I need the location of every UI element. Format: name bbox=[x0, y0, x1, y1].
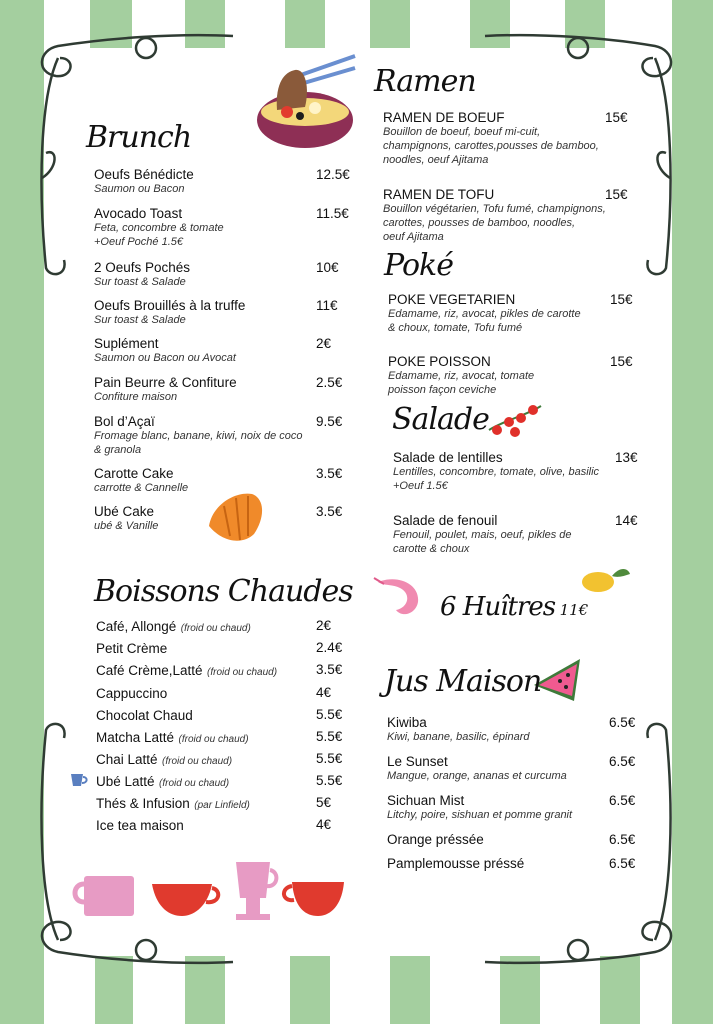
item-desc: Lentilles, concombre, tomate, olive, basilic bbox=[393, 466, 600, 478]
poke-title: Poké bbox=[384, 248, 453, 283]
menu-item bbox=[383, 110, 633, 167]
item-desc: Mangue, orange, ananas et curcuma bbox=[387, 770, 567, 782]
item-name: Matcha Latté bbox=[96, 730, 175, 745]
item-note: (froid ou chaud) bbox=[159, 778, 230, 789]
menu-item bbox=[393, 513, 643, 556]
shrimp-icon bbox=[372, 574, 424, 620]
item-desc: & granola bbox=[94, 444, 142, 456]
item-desc: champignons, carottes,pousses de bamboo, bbox=[383, 140, 599, 152]
item-desc: Sur toast & Salade bbox=[94, 314, 186, 326]
item-name: Pamplemousse préssé bbox=[387, 856, 525, 871]
item-price: 4€ bbox=[316, 685, 332, 700]
item-price: 15€ bbox=[610, 354, 633, 369]
boissons-title: Boissons Chaudes bbox=[94, 574, 353, 609]
item-price: 6.5€ bbox=[609, 856, 636, 871]
drink-item bbox=[96, 795, 336, 813]
item-name: Salade de fenouil bbox=[393, 513, 498, 528]
item-desc: +Oeuf Poché 1.5€ bbox=[94, 236, 183, 248]
item-price: 15€ bbox=[605, 187, 628, 202]
item-price: 5.5€ bbox=[316, 773, 343, 788]
huitres-label: 6 Huîtres bbox=[440, 592, 556, 622]
item-price: 3.5€ bbox=[316, 466, 343, 481]
menu-item bbox=[388, 292, 638, 335]
item-price: 6.5€ bbox=[609, 754, 636, 769]
item-price: 15€ bbox=[605, 110, 628, 125]
item-price: 10€ bbox=[316, 260, 339, 275]
tomatoes-icon bbox=[485, 400, 545, 440]
item-price: 5€ bbox=[316, 795, 332, 810]
item-name: Café, Allongé bbox=[96, 619, 177, 634]
item-name: Suplément bbox=[94, 336, 159, 351]
item-desc: & choux, tomate, Tofu fumé bbox=[388, 322, 523, 334]
item-desc: noodles, oeuf Ajitama bbox=[383, 154, 489, 166]
item-desc: ubé & Vanille bbox=[94, 520, 159, 532]
item-price: 5.5€ bbox=[316, 729, 343, 744]
item-price: 15€ bbox=[610, 292, 633, 307]
item-desc: Kiwi, banane, basilic, épinard bbox=[387, 731, 530, 743]
item-price: 11€ bbox=[316, 298, 338, 313]
item-desc: Edamame, riz, avocat, tomate bbox=[388, 370, 535, 382]
drink-item bbox=[96, 685, 336, 703]
item-price: 6.5€ bbox=[609, 793, 636, 808]
menu-item bbox=[94, 298, 354, 327]
jus-title: Jus Maison bbox=[384, 664, 542, 699]
item-desc: Saumon ou Bacon ou Avocat bbox=[94, 352, 236, 364]
item-price: 11.5€ bbox=[316, 206, 349, 221]
menu-item bbox=[94, 260, 354, 289]
item-desc: carrotte & Cannelle bbox=[94, 482, 189, 494]
menu-item bbox=[94, 504, 354, 533]
item-desc: oeuf Ajitama bbox=[383, 231, 444, 243]
item-name: Le Sunset bbox=[387, 754, 448, 769]
item-name: Ubé Latté bbox=[96, 774, 155, 789]
item-price: 9.5€ bbox=[316, 414, 343, 429]
item-desc: Bouillon végétarien, Tofu fumé, champignons, bbox=[383, 203, 606, 215]
item-desc: Fenouil, poulet, mais, oeuf, pikles de bbox=[393, 529, 572, 541]
item-name: Thés & Infusion bbox=[96, 796, 190, 811]
item-desc: Sur toast & Salade bbox=[94, 276, 186, 288]
menu-item bbox=[94, 336, 354, 365]
item-name: Orange préssée bbox=[387, 832, 484, 847]
item-note: (froid ou chaud) bbox=[180, 623, 251, 634]
item-name: Cappuccino bbox=[96, 686, 168, 701]
huitres-line bbox=[440, 592, 588, 622]
item-note: (froid ou chaud) bbox=[207, 667, 278, 678]
lemon-icon bbox=[580, 562, 632, 594]
brunch-title: Brunch bbox=[86, 120, 192, 155]
item-name: Chai Latté bbox=[96, 752, 158, 767]
item-desc: Edamame, riz, avocat, pikles de carotte bbox=[388, 308, 581, 320]
item-price: 2€ bbox=[316, 336, 332, 351]
item-name: Oeufs Brouillés à la truffe bbox=[94, 298, 246, 313]
item-price: 5.5€ bbox=[316, 751, 343, 766]
menu-item bbox=[94, 414, 354, 457]
item-name: Oeufs Bénédicte bbox=[94, 167, 194, 182]
item-desc: Saumon ou Bacon bbox=[94, 183, 185, 195]
item-price: 2.5€ bbox=[316, 375, 343, 390]
item-name: Petit Crème bbox=[96, 641, 168, 656]
item-name: RAMEN DE TOFU bbox=[383, 187, 495, 202]
item-name: POKE POISSON bbox=[388, 354, 491, 369]
salade-title: Salade bbox=[392, 402, 489, 437]
drink-item bbox=[96, 817, 336, 835]
menu-item bbox=[94, 206, 354, 249]
drink-item bbox=[96, 751, 343, 769]
item-name: Avocado Toast bbox=[94, 206, 183, 221]
drink-item bbox=[96, 662, 343, 680]
menu-item bbox=[393, 450, 643, 493]
menu-item bbox=[94, 375, 354, 404]
item-price: 4€ bbox=[316, 817, 332, 832]
item-price: 13€ bbox=[615, 450, 638, 465]
juice-item bbox=[387, 715, 637, 744]
item-name: POKE VEGETARIEN bbox=[388, 292, 516, 307]
item-desc: carottes, pousses de bamboo, noodles, bbox=[383, 217, 576, 229]
item-name: Ice tea maison bbox=[96, 818, 184, 833]
item-desc: Litchy, poire, sishuan et pomme granit bbox=[387, 809, 573, 821]
item-name: Pain Beurre & Confiture bbox=[94, 375, 237, 390]
item-name: Bol d’Açaï bbox=[94, 414, 155, 429]
ramen-bowl-icon bbox=[255, 52, 360, 152]
ramen-title: Ramen bbox=[374, 64, 476, 99]
item-desc: Feta, concombre & tomate bbox=[94, 222, 224, 234]
item-price: 6.5€ bbox=[609, 832, 636, 847]
drink-item bbox=[96, 773, 343, 791]
drink-item bbox=[96, 707, 343, 725]
item-desc: Fromage blanc, banane, kiwi, noix de coco bbox=[94, 430, 303, 442]
item-desc: +Oeuf 1.5€ bbox=[393, 480, 448, 492]
item-name: Café Crème,Latté bbox=[96, 663, 203, 678]
item-price: 5.5€ bbox=[316, 707, 343, 722]
item-note: (par Linfield) bbox=[194, 800, 250, 811]
juice-item bbox=[387, 832, 637, 847]
item-name: Sichuan Mist bbox=[387, 793, 465, 808]
item-price: 3.5€ bbox=[316, 504, 343, 519]
item-price: 6.5€ bbox=[609, 715, 636, 730]
huitres-price: 11€ bbox=[559, 601, 589, 619]
drink-item bbox=[96, 640, 343, 658]
drink-item bbox=[96, 618, 336, 636]
item-price: 3.5€ bbox=[316, 662, 343, 677]
item-desc: carotte & choux bbox=[393, 543, 470, 555]
menu-item bbox=[94, 167, 354, 196]
item-name: 2 Oeufs Pochés bbox=[94, 260, 191, 275]
juice-item bbox=[387, 793, 637, 822]
juice-item bbox=[387, 856, 637, 871]
item-name: Kiwiba bbox=[387, 715, 427, 730]
menu-item bbox=[383, 187, 633, 244]
item-note: (froid ou chaud) bbox=[178, 734, 249, 745]
item-name: Chocolat Chaud bbox=[96, 708, 193, 723]
item-price: 14€ bbox=[615, 513, 638, 528]
item-name: Ubé Cake bbox=[94, 504, 155, 519]
juice-item bbox=[387, 754, 637, 783]
item-name: Salade de lentilles bbox=[393, 450, 503, 465]
cups-illustration-icon bbox=[76, 858, 348, 926]
menu-item bbox=[94, 466, 354, 495]
item-name: RAMEN DE BOEUF bbox=[383, 110, 505, 125]
item-name: Carotte Cake bbox=[94, 466, 174, 481]
item-price: 12.5€ bbox=[316, 167, 350, 182]
item-price: 2€ bbox=[316, 618, 332, 633]
drink-item bbox=[96, 729, 343, 747]
item-desc: Confiture maison bbox=[94, 391, 178, 403]
item-price: 2.4€ bbox=[316, 640, 343, 655]
item-desc: poisson façon ceviche bbox=[388, 384, 497, 396]
menu-item bbox=[388, 354, 638, 397]
item-desc: Bouillon de boeuf, boeuf mi-cuit, bbox=[383, 126, 541, 138]
item-note: (froid ou chaud) bbox=[162, 756, 233, 767]
small-cup-icon bbox=[69, 772, 89, 788]
